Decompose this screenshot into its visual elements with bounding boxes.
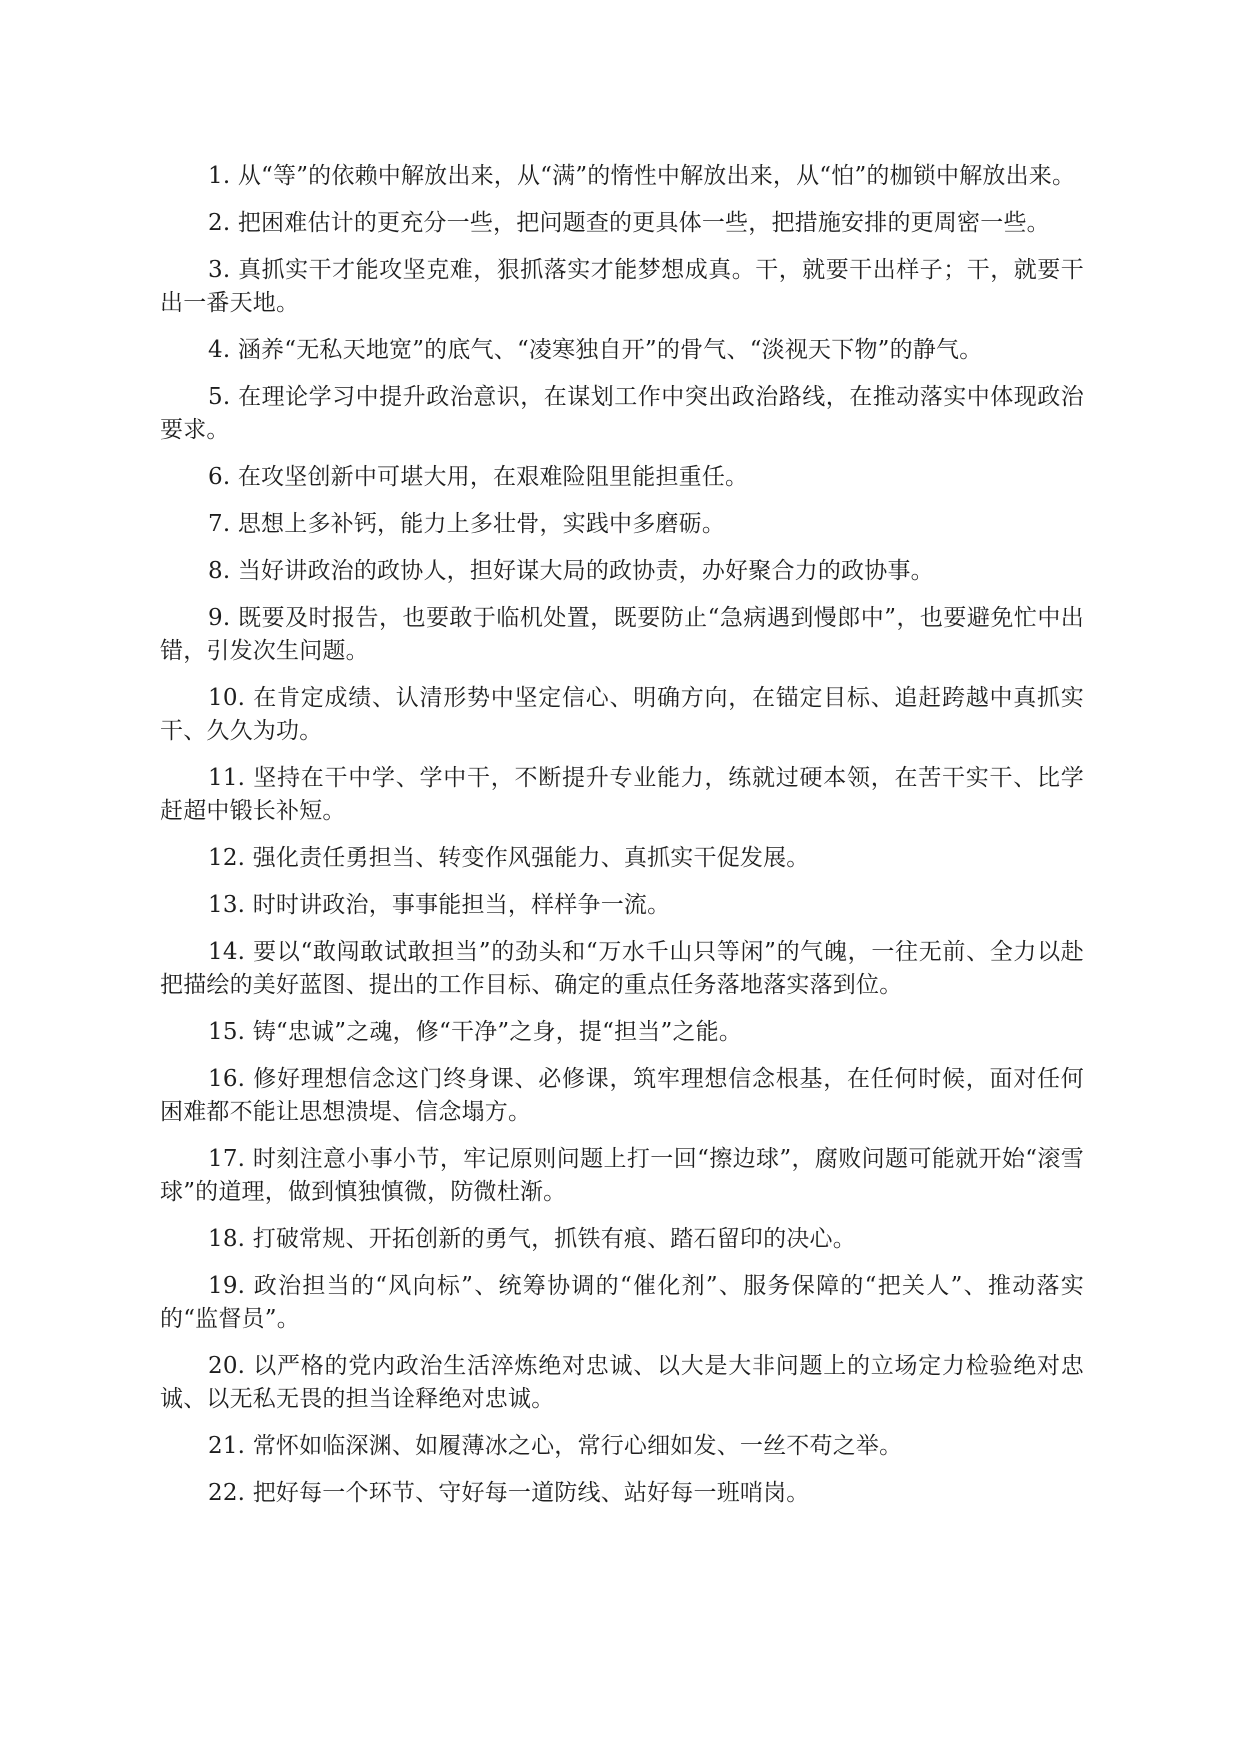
- list-item: 6. 在攻坚创新中可堪大用，在艰难险阻里能担重任。: [208, 464, 749, 490]
- list-item: 17. 时刻注意小事小节，牢记原则问题上打一回“擦边球”，腐败问题可能就开始“滚雪球”的道理，做到慎独慎微，防微杜渐。: [160, 1146, 1084, 1205]
- list-item: 18. 打破常规、开拓创新的勇气，抓铁有痕、踏石留印的决心。: [208, 1226, 856, 1252]
- list-item: 9. 既要及时报告，也要敢于临机处置，既要防止“急病遇到慢郎中”，也要避免忙中出错，引发次生问题。: [160, 605, 1084, 664]
- list-item: 12. 强化责任勇担当、转变作风强能力、真抓实干促发展。: [208, 845, 810, 871]
- numbered-list: [160, 160, 1084, 1524]
- list-item: 1. 从“等”的依赖中解放出来，从“满”的惰性中解放出来，从“怕”的枷锁中解放出来。: [208, 163, 1076, 189]
- list-item: 21. 常怀如临深渊、如履薄冰之心，常行心细如发、一丝不苟之举。: [208, 1433, 903, 1459]
- list-item: 16. 修好理想信念这门终身课、必修课，筑牢理想信念根基，在任何时候，面对任何困难都不能让思想溃堤、信念塌方。: [160, 1066, 1084, 1125]
- list-item: 14. 要以“敢闯敢试敢担当”的劲头和“万水千山只等闲”的气魄，一往无前、全力以赴把描绘的美好蓝图、提出的工作目标、确定的重点任务落地落实落到位。: [160, 939, 1084, 998]
- list-item: 7. 思想上多补钙，能力上多壮骨，实践中多磨砺。: [208, 511, 726, 537]
- list-item: 5. 在理论学习中提升政治意识，在谋划工作中突出政治路线，在推动落实中体现政治要求。: [160, 384, 1084, 443]
- list-item: 2. 把困难估计的更充分一些，把问题查的更具体一些，把措施安排的更周密一些。: [208, 210, 1050, 236]
- list-item: 10. 在肯定成绩、认清形势中坚定信心、明确方向，在锚定目标、追赶跨越中真抓实干、久久为功。: [160, 685, 1084, 744]
- list-item: 8. 当好讲政治的政协人，担好谋大局的政协责，办好聚合力的政协事。: [208, 558, 934, 584]
- list-item: 19. 政治担当的“风向标”、统筹协调的“催化剂”、服务保障的“把关人”、推动落实的“监督员”。: [160, 1273, 1084, 1332]
- list-item: 13. 时时讲政治，事事能担当，样样争一流。: [208, 892, 671, 918]
- list-item: 15. 铸“忠诚”之魂，修“干净”之身，提“担当”之能。: [208, 1019, 743, 1045]
- list-item: 3. 真抓实干才能攻坚克难，狠抓落实才能梦想成真。干，就要干出样子；干，就要干出一番天地。: [160, 257, 1084, 316]
- list-item: 11. 坚持在干中学、学中干，不断提升专业能力，练就过硬本领，在苦干实干、比学赶超中锻长补短。: [160, 765, 1084, 824]
- list-item: 22. 把好每一个环节、守好每一道防线、站好每一班哨岗。: [208, 1480, 810, 1506]
- list-item: 20. 以严格的党内政治生活淬炼绝对忠诚、以大是大非问题上的立场定力检验绝对忠诚、以无私无畏的担当诠释绝对忠诚。: [160, 1353, 1084, 1412]
- list-item: 4. 涵养“无私天地宽”的底气、“凌寒独自开”的骨气、“淡视天下物”的静气。: [208, 337, 983, 363]
